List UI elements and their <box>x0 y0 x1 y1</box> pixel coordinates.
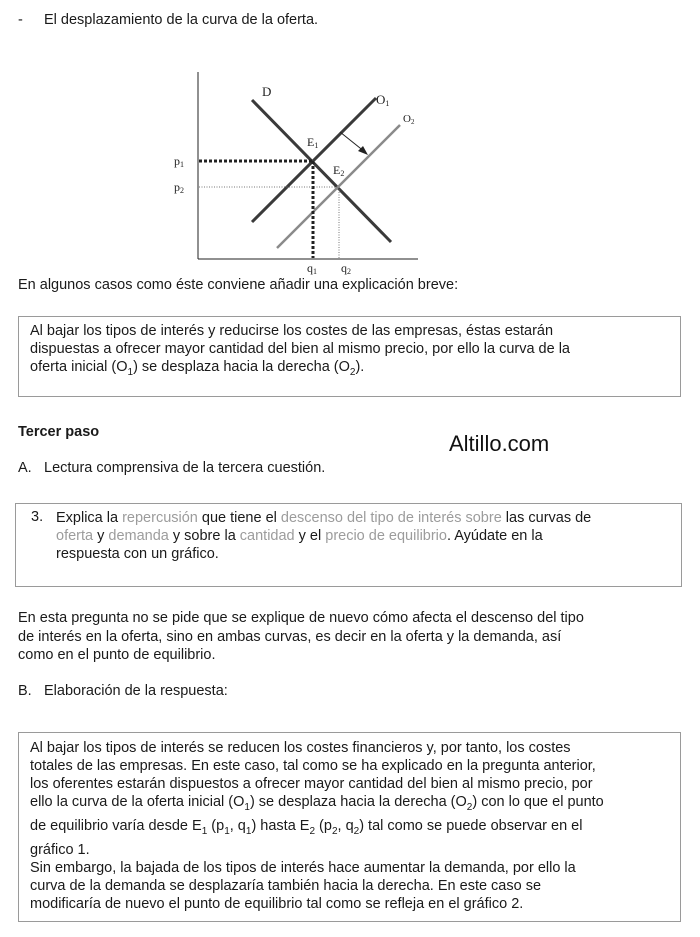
question-box-text <box>56 509 591 563</box>
section-title: Tercer paso <box>18 424 100 440</box>
box3-line: los oferentes estarán dispuestos a ofrecer mayor cantidad del bien al mismo precio, por <box>30 776 593 792</box>
label-o1: O1 <box>376 92 390 108</box>
step-a-marker: A. <box>18 460 32 476</box>
label-d: D <box>262 84 272 99</box>
label-o2: O2 <box>403 113 415 126</box>
label-p1: p1 <box>174 154 184 169</box>
supply-demand-graph <box>160 62 430 280</box>
box2-line: respuesta con un gráfico. <box>56 546 219 562</box>
box1-line: dispuestas a ofrecer mayor cantidad del bien al mismo precio, por ello la curva de la <box>30 341 570 357</box>
box3-line: gráfico 1. <box>30 841 90 858</box>
label-p2: p2 <box>174 180 184 195</box>
paragraph <box>18 609 584 665</box>
step-b-text: Elaboración de la respuesta: <box>44 683 228 699</box>
explanation-box-text <box>30 322 570 382</box>
label-e2: E2 <box>333 163 345 178</box>
box2-line: oferta y demanda y sobre la cantidad y el precio de equilibrio. Ayúdate en la <box>56 528 543 544</box>
step-b-marker: B. <box>18 683 32 699</box>
box1-line: oferta inicial $(O_1)$ se desplaza hacia la derecha $(O_2)$. <box>30 359 365 378</box>
label-q1: q1 <box>307 261 317 276</box>
intro-text: El desplazamiento de la curva de la oferta. <box>44 12 319 28</box>
box3-line: totales de las empresas. En este caso, tal como se ha explicado en la pregunta anterior, <box>30 758 596 774</box>
box3-line: Sin embargo, la bajada de los tipos de interés hace aumentar la demanda, por ello la <box>30 859 576 876</box>
paragraph-line: En esta pregunta no se pide que se explique de nuevo cómo afecta el descenso del tipo <box>18 610 584 626</box>
note-text: En algunos casos como éste conviene añadir una explicación breve: <box>18 277 459 293</box>
box2-line: Explica la repercusión que tiene el descenso del tipo de interés sobre las curvas de <box>56 510 592 526</box>
question-number: 3. <box>31 509 44 525</box>
box3-line: ello la curva de la oferta inicial $(O_1)$ se desplaza hacia la derecha $(O_2)$ con lo que el punto <box>30 794 604 813</box>
box3-line: de equilibrio varía desde $E_1$ ($p_1$, $q_1$) hasta $E_2$ ($p_2$, $q_2$) tal como se puede observar en el <box>30 817 583 837</box>
step-a-text: Lectura comprensiva de la tercera cuestión. <box>44 460 326 476</box>
box3-line: curva de la demanda se desplazaría también hacia la derecha. En este caso se <box>30 877 542 894</box>
paragraph-line: como en el punto de equilibrio. <box>18 647 216 663</box>
box1-line: Al bajar los tipos de interés y reducirse los costes de las empresas, éstas estarán <box>30 323 554 339</box>
answer-box-text <box>30 739 604 913</box>
box3-line: modificaría de nuevo el punto de equilibrio tal como se refleja en el gráfico 2. <box>30 895 524 912</box>
label-q2: q2 <box>341 261 351 276</box>
paragraph-line: de interés en la oferta, sino en ambas curvas, es decir en la oferta y la demanda, así <box>18 628 562 645</box>
demand-curve <box>252 100 391 242</box>
intro-bullet: - <box>18 12 23 28</box>
box3-line: Al bajar los tipos de interés se reducen los costes financieros y, por tanto, los costes <box>30 740 571 756</box>
label-e1: E1 <box>307 135 319 150</box>
watermark: Altillo.com <box>449 431 550 456</box>
